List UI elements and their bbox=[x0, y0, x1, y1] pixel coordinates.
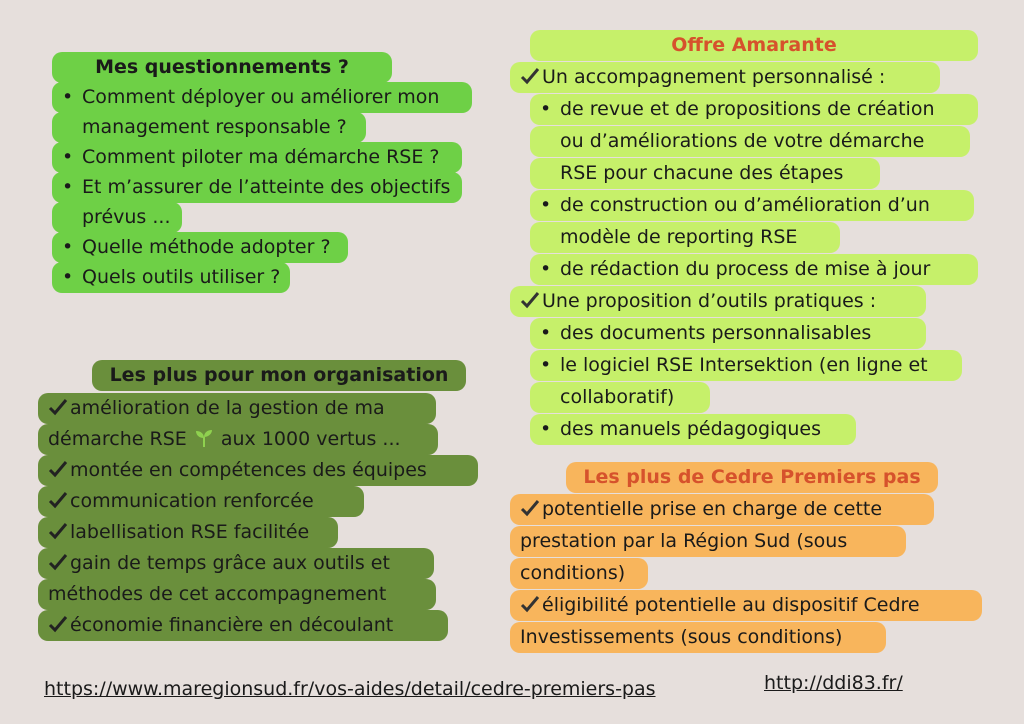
check-icon bbox=[520, 291, 542, 309]
box3-item: communication renforcée bbox=[38, 486, 364, 517]
bullet-icon: • bbox=[62, 236, 74, 258]
box2-item: modèle de reporting RSE bbox=[530, 222, 840, 253]
bullet-icon: • bbox=[540, 354, 552, 376]
check-icon bbox=[520, 499, 542, 517]
bullet-icon: • bbox=[62, 266, 74, 288]
bullet-icon: • bbox=[62, 176, 74, 198]
check-icon bbox=[48, 460, 70, 478]
box4-item: potentielle prise en charge de cette bbox=[510, 494, 934, 525]
box2-title: Offre Amarante bbox=[530, 30, 978, 61]
box3-item: amélioration de la gestion de ma bbox=[38, 393, 436, 424]
box4-item: éligibilité potentielle au dispositif Cedre bbox=[510, 590, 982, 621]
check-icon bbox=[48, 522, 70, 540]
box1-item: • Comment déployer ou améliorer mon bbox=[52, 82, 472, 113]
check-icon bbox=[48, 615, 70, 633]
box2-item: • de rédaction du process de mise à jour bbox=[530, 254, 978, 285]
ddi83-link[interactable]: http://ddi83.fr/ bbox=[764, 672, 903, 694]
box1-item: • Quelle méthode adopter ? bbox=[52, 232, 348, 263]
check-icon bbox=[520, 67, 542, 85]
box3-item: économie financière en découlant bbox=[38, 610, 448, 641]
check-icon bbox=[48, 398, 70, 416]
box1-item: • Comment piloter ma démarche RSE ? bbox=[52, 142, 462, 173]
box1-item: management responsable ? bbox=[52, 112, 366, 143]
box2-item: Une proposition d’outils pratiques : bbox=[510, 286, 926, 317]
box3-item: labellisation RSE facilitée bbox=[38, 517, 338, 548]
box4-title: Les plus de Cedre Premiers pas bbox=[566, 462, 938, 493]
box4-item: prestation par la Région Sud (sous bbox=[510, 526, 906, 557]
box4-item: conditions) bbox=[510, 558, 648, 589]
bullet-icon: • bbox=[540, 322, 552, 344]
check-icon bbox=[48, 553, 70, 571]
region-sud-link[interactable]: https://www.maregionsud.fr/vos-aides/detail/cedre-premiers-pas bbox=[44, 678, 656, 700]
box1-item: • Et m’assurer de l’atteinte des objectifs bbox=[52, 172, 462, 203]
box2-item: ou d’améliorations de votre démarche bbox=[530, 126, 970, 157]
box1-item: prévus ... bbox=[52, 202, 182, 233]
box3-item: méthodes de cet accompagnement bbox=[38, 579, 436, 610]
bullet-icon: • bbox=[540, 258, 552, 280]
check-icon bbox=[48, 491, 70, 509]
box4-item: Investissements (sous conditions) bbox=[510, 622, 886, 653]
bullet-icon: • bbox=[540, 98, 552, 120]
box2-item: • des documents personnalisables bbox=[530, 318, 926, 349]
box1-title: Mes questionnements ? bbox=[52, 52, 392, 83]
box2-item: • de revue et de propositions de création bbox=[530, 94, 978, 125]
box2-item: • des manuels pédagogiques bbox=[530, 414, 856, 445]
box3-item: montée en compétences des équipes bbox=[38, 455, 478, 486]
bullet-icon: • bbox=[62, 86, 74, 108]
bullet-icon: • bbox=[540, 418, 552, 440]
box2-item: Un accompagnement personnalisé : bbox=[510, 62, 940, 93]
box2-item: • le logiciel RSE Intersektion (en ligne et bbox=[530, 350, 962, 381]
box3-item: gain de temps grâce aux outils et bbox=[38, 548, 434, 579]
bullet-icon: • bbox=[540, 194, 552, 216]
box2-item: collaboratif) bbox=[530, 382, 710, 413]
box2-item: • de construction ou d’amélioration d’un bbox=[530, 190, 974, 221]
check-icon bbox=[520, 595, 542, 613]
sprout-icon bbox=[193, 427, 215, 447]
box3-title: Les plus pour mon organisation bbox=[92, 360, 466, 391]
box1-item: • Quels outils utiliser ? bbox=[52, 262, 290, 293]
box2-item: RSE pour chacune des étapes bbox=[530, 158, 880, 189]
bullet-icon: • bbox=[62, 146, 74, 168]
box3-item: démarche RSE aux 1000 vertus ... bbox=[38, 424, 438, 455]
